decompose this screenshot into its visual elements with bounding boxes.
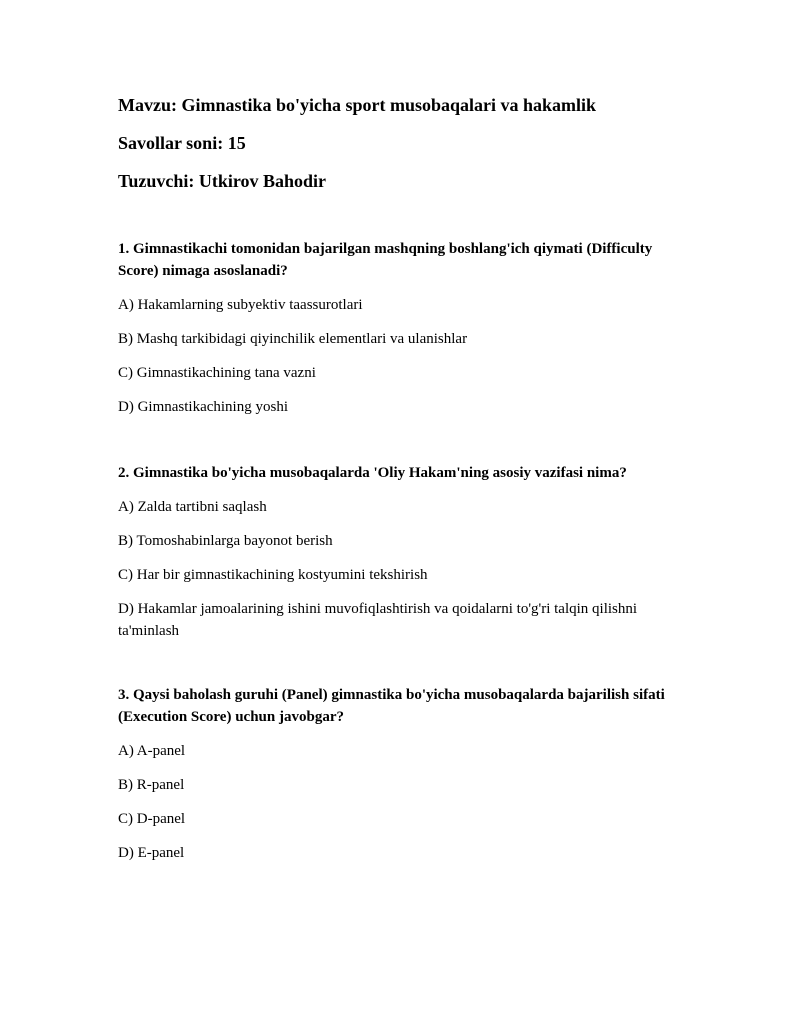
question-count: Savollar soni: 15 xyxy=(118,133,246,153)
answer-option-c: C) D-panel xyxy=(118,811,186,827)
author-line: Tuzuvchi: Utkirov Bahodir xyxy=(118,171,327,191)
answer-option-c: C) Gimnastikachining tana vazni xyxy=(118,365,316,381)
answer-option-d: D) E-panel xyxy=(118,845,185,861)
answer-option-b: B) Tomoshabinlarga bayonot berish xyxy=(118,533,333,549)
question-2 xyxy=(118,462,688,654)
answer-option-c: C) Har bir gimnastikachining kostyumini tekshirish xyxy=(118,567,428,583)
answer-option-d: D) Gimnastikachining yoshi xyxy=(118,399,288,415)
question-1 xyxy=(118,238,688,430)
question-text: 2. Gimnastika bo'yicha musobaqalarda 'Oliy Hakam'ning asosiy vazifasi nima? xyxy=(118,465,627,481)
question-3 xyxy=(118,684,688,876)
answer-option-b: B) Mashq tarkibidagi qiyinchilik elementlari va ulanishlar xyxy=(118,331,468,347)
answer-option-d: D) Hakamlar jamoalarining ishini muvofiqlashtirish va qoidalarni to'g'ri talqin qilishni ta'minlash xyxy=(118,601,638,639)
topic-heading: Mavzu: Gimnastika bo'yicha sport musobaqalari va hakamlik xyxy=(118,95,597,115)
question-text: 1. Gimnastikachi tomonidan bajarilgan mashqning boshlang'ich qiymati (Difficulty Score) nimaga asoslanadi? xyxy=(118,241,653,279)
answer-option-b: B) R-panel xyxy=(118,777,185,793)
question-text: 3. Qaysi baholash guruhi (Panel) gimnastika bo'yicha musobaqalarda bajarilish sifati (Execution Score) uchun javobgar? xyxy=(118,687,665,725)
answer-option-a: A) Hakamlarning subyektiv taassurotlari xyxy=(118,297,363,313)
answer-option-a: A) Zalda tartibni saqlash xyxy=(118,499,267,515)
answer-option-a: A) A-panel xyxy=(118,743,186,759)
